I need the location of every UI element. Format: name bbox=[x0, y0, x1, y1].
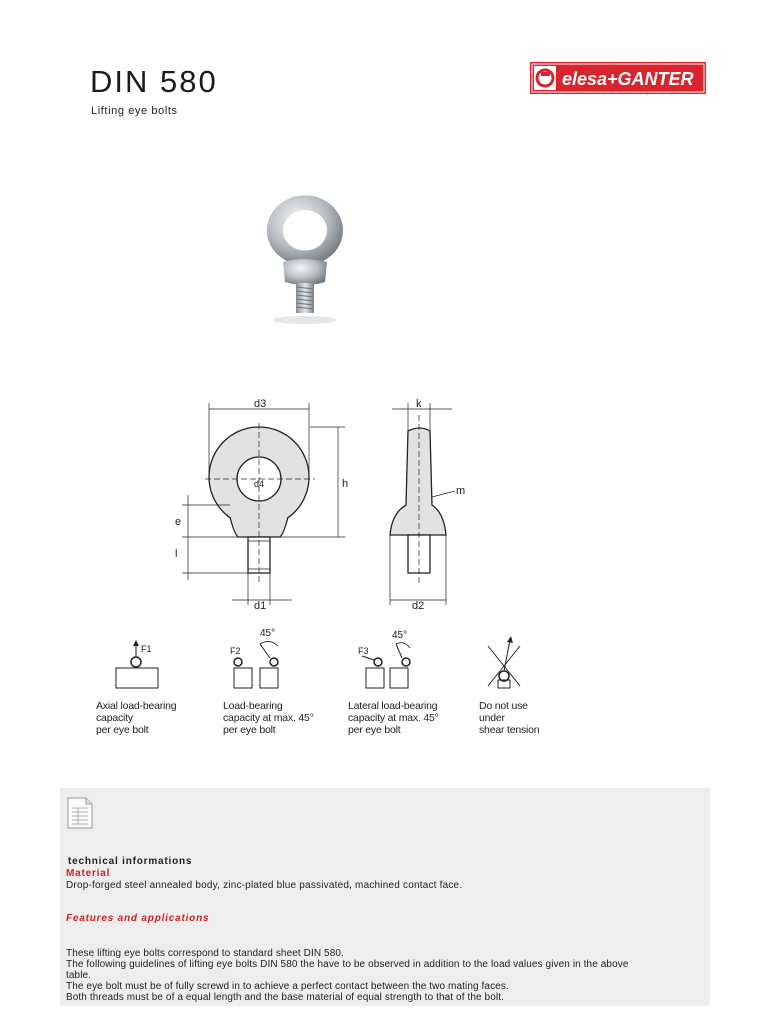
label-l: l bbox=[175, 548, 178, 560]
svg-text:45°: 45° bbox=[260, 628, 276, 639]
page-title: DIN 580 bbox=[90, 64, 218, 99]
material-label: Material bbox=[66, 868, 111, 879]
features-label: Features and applications bbox=[66, 913, 210, 924]
technical-drawing bbox=[170, 395, 480, 610]
caption-lateral: Lateral load-bearing capacity at max. 45° per eye bolt bbox=[348, 700, 439, 736]
brand-logo-text: elesa+GANTER bbox=[562, 69, 694, 89]
svg-text:F1: F1 bbox=[141, 644, 152, 654]
label-m: m bbox=[456, 485, 466, 497]
page-subtitle: Lifting eye bolts bbox=[91, 105, 178, 117]
label-d1: d1 bbox=[254, 600, 267, 610]
angled-load-icon bbox=[230, 624, 290, 690]
caption-shear: Do not use under shear tension bbox=[479, 700, 540, 736]
label-k: k bbox=[416, 398, 422, 410]
features-text: These lifting eye bolts correspond to standard sheet DIN 580. The following guidelines of lifting eye bolts DIN 580 the have to be observed in addition to the load values given in the above table. The eye bolt must be of fully screwd in to achieve a perfect contact between the two mating faces. Both threads must be of a equal length and the base material of equal strength to that of the bolt. bbox=[66, 948, 629, 1003]
label-d2: d2 bbox=[412, 600, 425, 610]
label-h: h bbox=[342, 478, 349, 490]
label-d4: d4 bbox=[254, 479, 265, 489]
svg-text:45°: 45° bbox=[392, 630, 408, 641]
technical-info-heading: technical informations bbox=[68, 856, 193, 867]
shear-warning-icon bbox=[484, 636, 524, 690]
caption-axial: Axial load-bearing capacity per eye bolt bbox=[96, 700, 177, 736]
caption-angled: Load-bearing capacity at max. 45° per eye bolt bbox=[223, 700, 314, 736]
svg-text:F2: F2 bbox=[230, 646, 241, 656]
brand-logo bbox=[530, 62, 706, 94]
label-d3: d3 bbox=[254, 398, 267, 410]
document-icon bbox=[66, 796, 94, 830]
material-text: Drop-forged steel annealed body, zinc-plated blue passivated, machined contact face. bbox=[66, 880, 463, 891]
svg-text:F3: F3 bbox=[358, 646, 369, 656]
axial-load-icon bbox=[114, 640, 164, 690]
label-e: e bbox=[175, 516, 182, 528]
technical-info-panel bbox=[60, 788, 710, 1006]
product-photo bbox=[255, 190, 355, 325]
lateral-load-icon bbox=[358, 628, 418, 690]
